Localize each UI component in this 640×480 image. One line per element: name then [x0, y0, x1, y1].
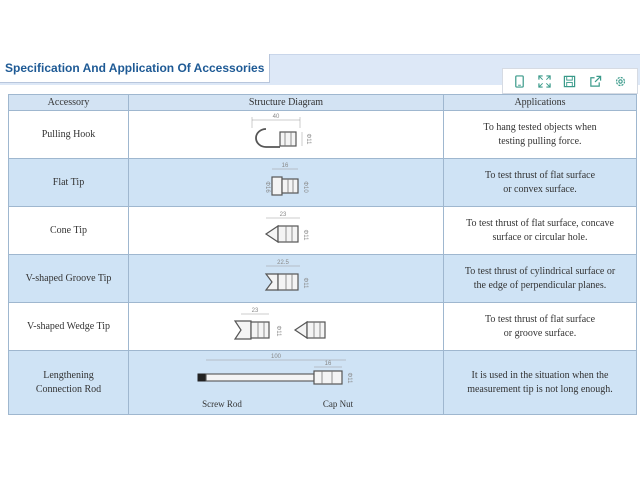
svg-text:16: 16 [324, 360, 332, 367]
accessory-name: Cone Tip [9, 207, 129, 255]
table-row [9, 207, 637, 255]
svg-text:16: 16 [281, 162, 289, 169]
application-text: To hang tested objects when testing pulling force. [444, 111, 637, 159]
table-row [9, 111, 637, 159]
accessory-name: V-shaped Wedge Tip [9, 303, 129, 351]
column-header-accessory: Accessory [9, 95, 129, 111]
table-row [9, 303, 637, 351]
specification-table [8, 94, 637, 415]
svg-text:Φ10: Φ10 [302, 180, 308, 193]
settings-icon[interactable] [611, 72, 629, 90]
structure-diagram-pulling-hook [129, 111, 444, 159]
save-icon[interactable] [561, 72, 579, 90]
caption-cap-nut: Cap Nut [322, 398, 354, 409]
page-title: Specification And Application Of Accessories [5, 61, 265, 75]
caption-screw-rod: Screw Rod [202, 398, 242, 409]
structure-diagram-cone-tip [129, 207, 444, 255]
share-icon[interactable] [586, 72, 604, 90]
column-header-applications: Applications [444, 95, 637, 111]
accessory-name: Lengthening Connection Rod [9, 351, 129, 415]
title-tab [0, 54, 270, 83]
svg-text:Φ11: Φ11 [346, 371, 352, 384]
toolbar [502, 68, 638, 94]
svg-text:Φ11: Φ11 [275, 324, 281, 337]
svg-text:23: 23 [279, 211, 287, 218]
svg-text:22.5: 22.5 [277, 259, 289, 266]
fullscreen-icon[interactable] [536, 72, 554, 90]
structure-diagram-flat-tip [129, 159, 444, 207]
application-text: To test thrust of flat surface, concave surface or circular hole. [444, 207, 637, 255]
accessory-name: Flat Tip [9, 159, 129, 207]
column-header-diagram: Structure Diagram [129, 95, 444, 111]
svg-text:40: 40 [272, 113, 280, 120]
tablet-icon[interactable] [511, 72, 529, 90]
table-row [9, 159, 637, 207]
accessory-name: V-shaped Groove Tip [9, 255, 129, 303]
application-text: It is used in the situation when the measurement tip is not long enough. [444, 351, 637, 415]
svg-text:Φ11: Φ11 [305, 132, 311, 145]
svg-text:100: 100 [270, 353, 282, 360]
accessory-name: Pulling Hook [9, 111, 129, 159]
table-row [9, 255, 637, 303]
application-text: To test thrust of flat surface or convex surface. [444, 159, 637, 207]
structure-diagram-v-groove-tip [129, 255, 444, 303]
svg-text:Φ11: Φ11 [302, 276, 308, 289]
application-text: To test thrust of cylindrical surface or the edge of perpendicular planes. [444, 255, 637, 303]
svg-text:23: 23 [251, 307, 259, 314]
structure-diagram-v-wedge-tip [129, 303, 444, 351]
svg-text:Φ11: Φ11 [302, 228, 308, 241]
application-text: To test thrust of flat surface or groove surface. [444, 303, 637, 351]
table-header-row [9, 95, 637, 111]
structure-diagram-connection-rod [129, 351, 444, 415]
table-row [9, 351, 637, 415]
svg-text:Φ16: Φ16 [264, 180, 270, 193]
